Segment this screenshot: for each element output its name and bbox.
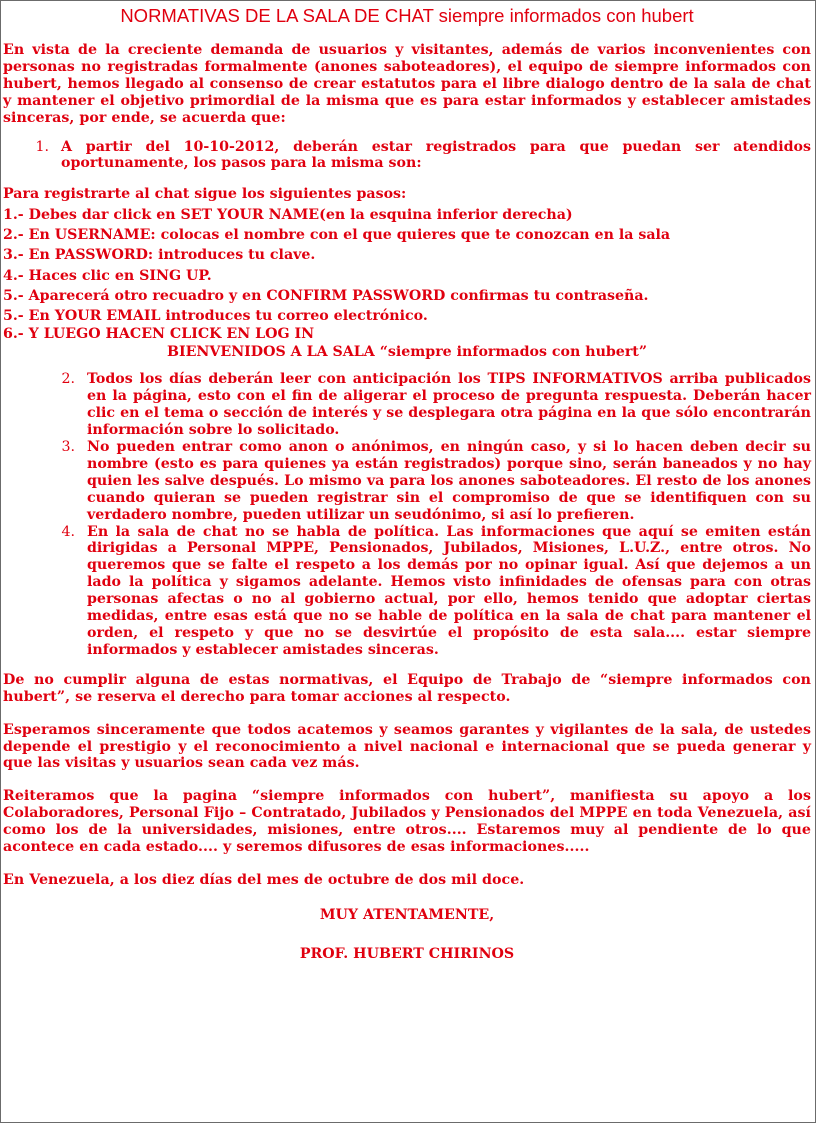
rule-2 [3,371,811,439]
rules-list [3,371,811,658]
paragraph-date: En Venezuela, a los diez días del mes de octubre de dos mil doce. [3,871,525,888]
rule-4-text: En la sala de chat no se habla de política. Las informaciones que aquí se emiten están dirigidas a Personal MPPE, Pensionados, Jubilados, Misiones, L.U.Z., entre otros. No queremos que se falte el respeto a los demás por no opinar igual. Así que dejemos a un lado la política y sigamos adelante. Hemos visto infinidades de ofensas para con otras personas afectas o no al gobierno actual, por ello, hemos tenido que adoptar ciertas medidas, entre esas está que no se hable de política en la sala de chat para mantener el orden, el respeto y que no se desvirtúe el propósito de esta sala.... estar siempre informados y establecer amistades sinceras. [87,523,811,658]
document [3,4,811,963]
step-item: 5.- Aparecerá otro recuadro y en CONFIRM PASSWORD confirmas tu contraseña. [3,287,649,304]
rule-1-number: 1. [35,138,49,155]
rule-4 [3,524,811,659]
step-item: 4.- Haces clic en SING UP. [3,267,212,284]
step-item: 3.- En PASSWORD: introduces tu clave. [3,247,316,264]
closing-line: MUY ATENTAMENTE, [319,906,495,923]
step-item: 2.- En USERNAME: colocas el nombre con el que quieres que te conozcan en la sala [3,226,671,243]
rule-2-number: 2. [61,371,75,388]
step-item: 5.- En YOUR EMAIL introduces tu correo electrónico. [3,308,428,325]
paragraph-warning: De no cumplir alguna de estas normativas, el Equipo de Trabajo de “siempre informados con hubert”, se reserva el derecho para tomar acciones al respecto. [3,671,811,705]
welcome-line: BIENVENIDOS A LA SALA “siempre informados con hubert” [166,344,648,361]
rule-2-text: Todos los días deberán leer con anticipación los TIPS INFORMATIVOS arriba publicados en la página, esto con el fin de aligerar el proceso de pregunta respuesta. Deberán hacer clic en el tema o sección de interés y se desplegara otra página en la que sólo encontrarán información sobre lo solicitado. [87,371,811,439]
paragraph-support: Reiteramos que la pagina “siempre informados con hubert”, manifiesta su apoyo a los Colaboradores, Personal Fijo – Contratado, Jubilados y Pensionados del MPPE en toda Venezuela, así como los de la universidades, misiones, entre otros.... Estaremos muy al pendiente de lo que acontece en cada estado.... y seremos difusores de esas informaciones..... [3,788,811,856]
registration-steps [3,184,811,343]
rule-3 [3,439,811,524]
steps-heading: Para registrarte al chat sigue los siguientes pasos: [3,186,407,203]
rule-4-number: 4. [61,523,75,540]
document-title: NORMATIVAS DE LA SALA DE CHAT siempre informados con hubert [120,5,694,26]
rule-3-text: No pueden entrar como anon o anónimos, en ningún caso, y si lo hacen deben decir su nombre (esto es para quienes ya están registrados) porque sino, serán baneados y no hay quien les salve después. Lo mismo va para los anones saboteadores. El resto de los anones cuando quieran se pueden registrar sin el compromiso de que se identifiquen con su verdadero nombre, pueden utilizar un seudónimo, si así lo prefieren. [87,439,811,523]
intro-paragraph: En vista de la creciente demanda de usuarios y visitantes, además de varios inconvenientes con personas no registradas formalmente (anones saboteadores), el equipo de siempre informados con hubert, hemos llegado al consenso de crear estatutos para el libre dialogo dentro de la sala de chat y mantener el objetivo primordial de la misma que es para estar informados y establecer amistades sinceras, por ende, se acuerda que: [3,42,811,126]
step-item: 6.- Y LUEGO HACEN CLICK EN LOG IN [3,326,315,343]
rule-1-text: A partir del 10-10-2012, deberán estar registrados para que puedan ser atendidos oportunamente, los pasos para la misma son: [61,138,811,172]
step-item: 1.- Debes dar click en SET YOUR NAME(en la esquina inferior derecha) [3,206,573,223]
rule-1 [3,139,811,173]
paragraph-hope: Esperamos sinceramente que todos acatemos y seamos garantes y vigilantes de la sala, de ustedes depende el prestigio y el reconocimiento a nivel nacional e internacional que se pueda generar y que las visitas y usuarios sean cada vez más. [3,721,811,772]
signature-name: PROF. HUBERT CHIRINOS [299,945,515,962]
rule-3-number: 3. [61,439,75,456]
